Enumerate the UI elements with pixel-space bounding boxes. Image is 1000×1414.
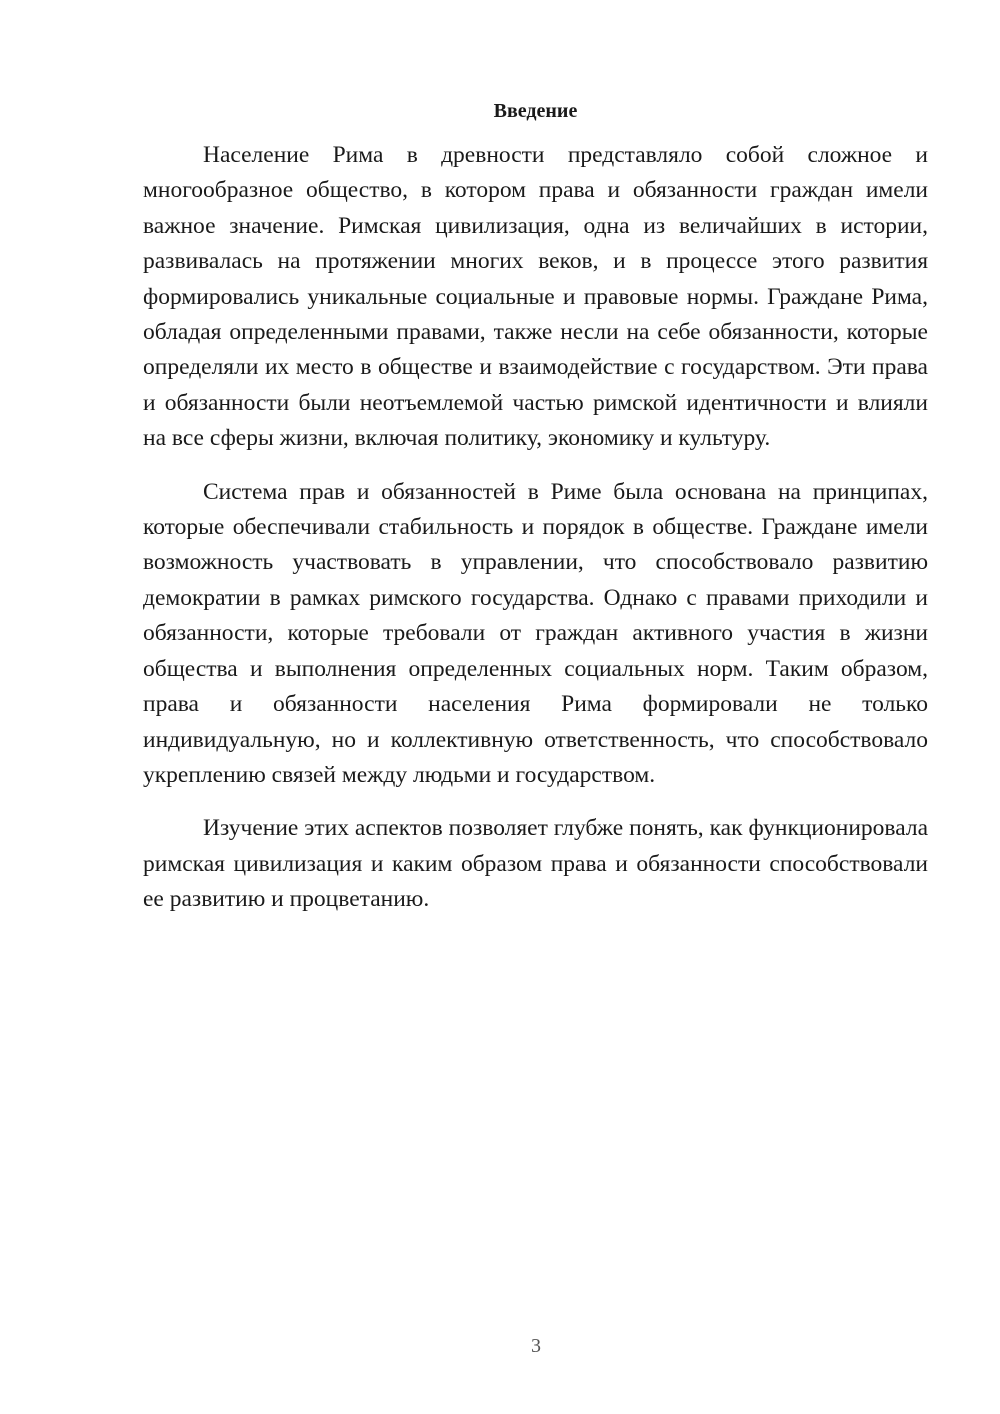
paragraph-2: Система прав и обязанностей в Риме была основана на принципах, которые обеспечивали стабильность и порядок в обществе. Граждане имели возможность участвовать в управлении, что способствовало развитию демократии в рамках римского государства. Однако с правами приходили и обязанности, которые требовали от граждан активного участия в жизни общества и выполнения определенных социальных норм. Таким образом, права и обязанности населения Рима формировали не только индивидуальную, но и коллективную ответственность, что способствовало укреплению связей между людьми и государством.: [143, 478, 928, 788]
paragraph-1: Население Рима в древности представляло собой сложное и многообразное общество, в котором права и обязанности граждан имели важное значение. Римская цивилизация, одна из величайших в истории, развивалась на протяжении многих веков, и в процессе этого развития формировались уникальные социальные и правовые нормы. Граждане Рима, обладая определенными правами, также несли на себе обязанности, которые определяли их место в обществе и взаимодействие с государством. Эти права и обязанности были неотъемлемой частью римской идентичности и влияли на все сферы жизни, включая политику, экономику и культуру.: [143, 142, 928, 452]
page-number: 3: [531, 1335, 541, 1357]
paragraph-3: Изучение этих аспектов позволяет глубже понять, как функционировала римская цивилизация и каким образом права и обязанности способствовали ее развитию и процветанию.: [143, 815, 928, 913]
document-body: [143, 96, 928, 936]
section-title: Введение: [493, 100, 578, 122]
